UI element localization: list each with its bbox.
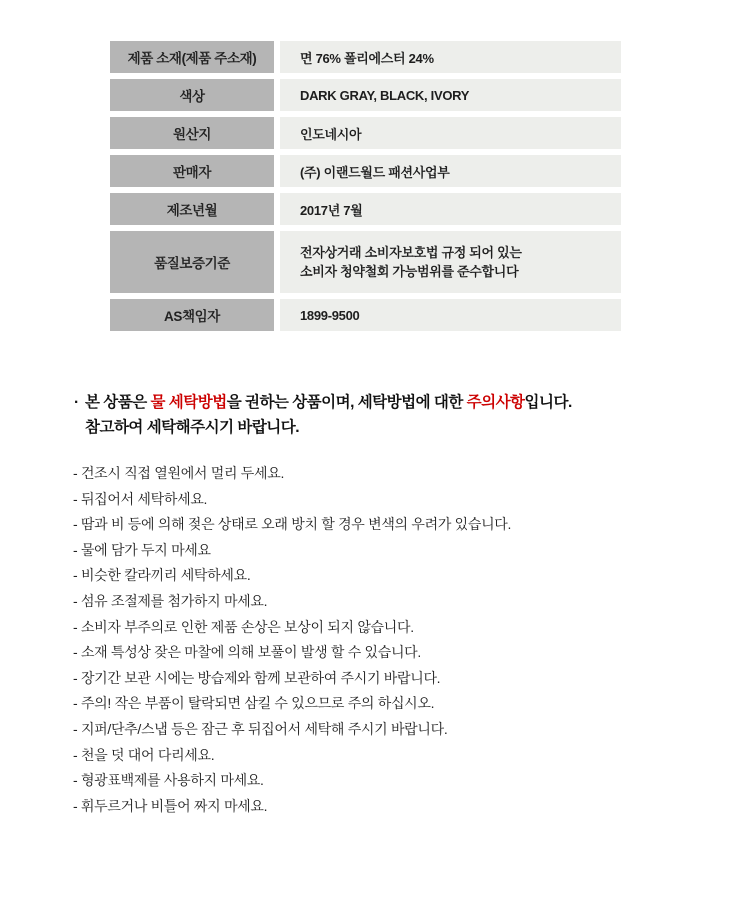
spec-label-origin: 원산지 [110,117,274,149]
spec-value-as-contact: 1899-9500 [280,299,621,331]
spec-value-seller: (주) 이랜드월드 패션사업부 [280,155,621,187]
care-item: - 형광표백제를 사용하지 마세요. [73,772,264,789]
spec-value-origin: 인도네시아 [280,117,621,149]
notice-seg-2-highlight: 물 세탁방법 [150,394,227,411]
spec-value-material: 면 76% 폴리에스터 24% [280,41,621,73]
care-item: - 장기간 보관 시에는 방습제와 함께 보관하여 주시기 바랍니다. [73,669,441,686]
care-instruction-list [73,461,693,819]
spec-label-seller: 판매자 [110,155,274,187]
care-item: - 비슷한 칼라끼리 세탁하세요. [73,567,251,584]
spec-label-color: 색상 [110,79,274,111]
care-item: - 뒤집어서 세탁하세요. [73,490,208,507]
washing-notice [74,390,674,440]
notice-seg-5: 입니다. [524,394,572,411]
care-item: - 물에 담가 두지 마세요 [73,541,211,558]
notice-seg-1: 본 상품은 [85,394,151,411]
care-item: - 휘두르거나 비틀어 짜지 마세요. [73,797,268,814]
spec-label-material: 제품 소재(제품 주소재) [110,41,274,73]
care-item: - 주의! 작은 부품이 탈락되면 삼킬 수 있으므로 주의 하십시오. [73,695,435,712]
spec-row-seller [110,155,621,187]
spec-row-material [110,41,621,73]
spec-value-color: DARK GRAY, BLACK, IVORY [280,79,621,111]
warranty-line-1: 전자상거래 소비자보호법 규정 되어 있는 [300,245,522,260]
care-item: - 천을 덧 대어 다리세요. [73,746,215,763]
care-item: - 지퍼/단추/스냅 등은 잠근 후 뒤집어서 세탁해 주시기 바랍니다. [73,720,448,737]
notice-seg-4-highlight: 주의사항 [466,394,525,411]
care-item: - 땀과 비 등에 의해 젖은 상태로 오래 방치 할 경우 변색의 우려가 있습니다. [73,516,512,533]
care-item: - 섬유 조절제를 첨가하지 마세요. [73,592,268,609]
spec-label-manufacture-date: 제조년월 [110,193,274,225]
spec-label-warranty: 품질보증기준 [110,231,274,293]
warranty-line-2: 소비자 청약철회 가능범위를 준수합니다 [300,264,519,279]
spec-row-warranty [110,231,621,293]
spec-value-manufacture-date: 2017년 7월 [280,193,621,225]
notice-text [85,390,572,440]
spec-label-as-contact: AS책임자 [110,299,274,331]
notice-line-2: 참고하여 세탁해주시기 바랍니다. [85,419,300,436]
care-item: - 소재 특성상 잦은 마찰에 의해 보풀이 발생 할 수 있습니다. [73,644,421,661]
spec-row-color [110,79,621,111]
care-item: - 건조시 직접 열원에서 멀리 두세요. [73,465,285,481]
spec-row-manufacture-date [110,193,621,225]
spec-row-as-contact [110,299,621,331]
spec-value-warranty [280,231,621,293]
notice-line-1 [85,390,572,415]
notice-seg-3: 을 권하는 상품이며, 세탁방법에 대한 [226,394,467,411]
spec-row-origin [110,117,621,149]
product-spec-table [110,41,621,337]
care-item: - 소비자 부주의로 인한 제품 손상은 보상이 되지 않습니다. [73,618,414,635]
notice-bullet: · [74,394,79,411]
